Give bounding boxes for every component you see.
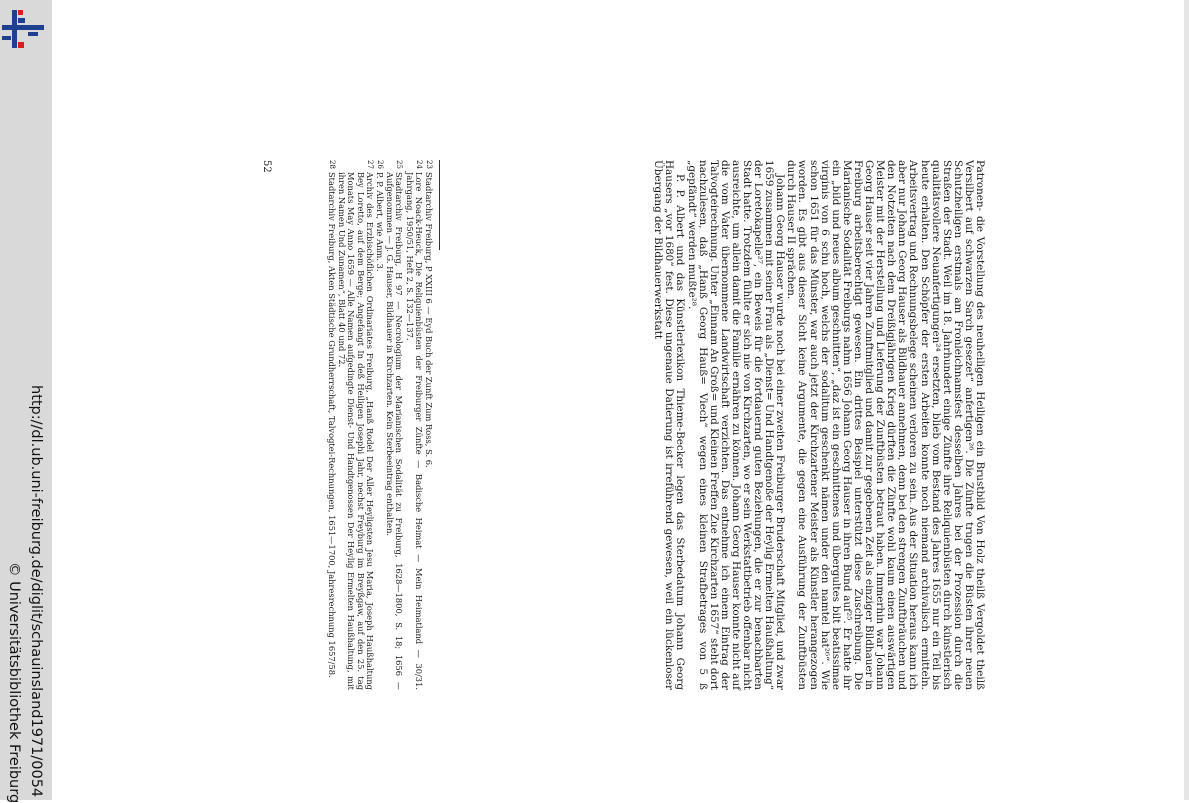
footnote-number: 28 [327,160,336,169]
footnotes [326,160,433,690]
footnote-number: 23 [425,160,433,169]
paragraph: Patronen- die Vorstellung des neuheiligen Heiligen ein Brustbild Von Holz theilß Vergoldet theilß Versilbert auf schwarzen Sarch gesezet“ anfertigen²⁶. Die Zünfte trugen die Büsten ihrer neuen Schutzheiligen erstmals am Fronleichnamsfest desselben Jahres bei der Prozession durch die Straßen der Stadt. Weil im 18. Jahrhundert einige Zünfte ihre Reliquienbüsten durch künstlerisch qualitätsvollere Neuanfertigungen²⁴ ersetzten, blieb vom Bestand des Jahres 1655 nur ein Teil bis heute erhalten. Den Schöpfer der ersten Arbeiten konnte noch niemand archivalisch ermitteln. Arbeitsvertrag und Rechnungsbelege scheinen verloren zu sein. Aus der Situation heraus kann ich aber nur Johann Georg Hauser als Bildhauer annehmen, denn bei den strengen Zunftbräuchen und den Notzeiten nach dem Dreißigjährigen Krieg dürften die Zünfte wohl kaum einen auswärtigen Meister mit der Herstellung und Lieferung der Zunftbüsten betraut haben. Immerhin war Johann Georg Hauser seit vier Jahren Zunftmitglied und damit zur gegebenen Zeit als einziger Bildhauer in Freiburg arbeitsberechtigt gewesen. Ein drittes Beispiel unterstützt diese Zuschreibung. Die Marianische Sodalität Freiburgs nahm 1656 Johann Georg Hauser in ihren Bund auf²⁵. Er hatte ihr ein „bild und neues album geschnitten“, „daz ist ein geschnittenes und übergultes bilt beatissimae virginis von 6 schu hoch, welchs der sodalitum geschenkt nämen under den namtel hat²⁶“. Wie schon 1651 für das Münster, war auch jetzt der Kirchzartener Meister als Künstler herangezogen worden. Es gibt aus dieser Sicht keine Argumente, die gegen eine Ausführung der Zunftbüsten durch Hauser II sprächen. [785,160,986,690]
paragraph: P. P. Albert und das Künstlerlexikon Thieme-Becker legen das Sterbedatum Johann Georg Hausers „vor 1680“ fest. Diese ungenaue Datierung ist irreführend gewesen, weil ein lückenloser Übergang der Bildhauerwerkstatt [652,160,687,690]
footnote [385,160,403,690]
copyright-notice: © Universitätsbibliothek Freiburg [6,562,22,803]
footnote-text: Stadtarchiv Freiburg, H 97 — Necrologium der Marianischen Sodalität zu Freiburg, 1628—1800, S. 18; 1656 — Aufgenommen — J. G. Hauser, Bildhauer in Kirchzarten. Kein Sterbeeintrag enthalten. [385,172,405,690]
document-url[interactable]: http://dl.ub.uni-freiburg.de/diglit/schauinsland1971/0054 [28,385,44,798]
footnote [404,160,422,690]
viewer-right-edge [1184,0,1189,800]
paragraph: Johann Georg Hauser wurde noch bei einer zweiten Freiburger Bruderschaft Mitglied, und zwar 1659 zusammen mit seiner Frau als „Dienst= Und Handtgenoße der Heylig Ermelten Haußhaltung“ der Loretokapelle²⁷, ein Beweis für die fortdauernd guten Beziehungen, die er zur benachbarten Stadt hatte. Trotzdem fühlte er sich nie von Kirchzarten, wo er sein Werkstattbetrieb offenbar nicht ausreichte, um allein damit die Familie ernähren zu können. Johann Georg Hauser konnte nicht auf die vom Vater übernommene Landwirtschaft verzichten. Das entnehme ich einem Eintrag der Talvogteirechnung. Unter „Einnam An Groß= und Kleinen Freffen Zue Kirchzarten 1657“ steht dort nachzulesen, daß „Hanß Georg Hauß= Viech“ wegen eines kleinen Strafbetrages von 5 ß „gepfändt“ werden mußte²⁸. [685,160,787,690]
footnote [424,160,433,690]
footnote-text: Stadtarchiv Freiburg, P XXIII 6 — Eyd Buch der Zunft Zum Ross, S. 6. [424,172,434,468]
footnote [337,160,374,690]
footnote-number: 27 [365,160,374,169]
footnote-text: Stadtarchiv Freiburg, Akten Städtische Grundherrschaft, Talvogtei-Rechnungen, 1651—1700, Jahresrechnung 1657/58. [326,172,337,678]
footnote-text: P. P. Albert, wie Anm. 3. [374,172,385,272]
footnote [327,160,336,690]
page-body-text [652,160,985,690]
footnote-text: Lore Noack-Heuck, Die Reliquienbüsten der Freiburger Zünfte — Badische Heimat — Mein Heimatland — 30/31. Jahrgang, 1950/51, Heft 2, S. 132—137. [404,172,424,690]
university-library-logo-icon [2,8,44,50]
footnote-number: 25 [395,160,404,169]
scanned-page [255,160,985,690]
footnote-rule [439,160,440,250]
footnote-text: Archiv des Erzbischöflichen Ordinariates Freiburg, „Hanß Rodel Der Aller Heyligsten Jesu Maria, Joseph Haußhaltung Bey Loretto, auf dem Berge; Angefangt In deß Heiligen Josephi Jahr, nechst Freyburg im Breyßgaw, auf den 25. tag Monats May Anno 1659 — Alle Namen aufgedingte Dienst- Und Handtgenossen Der Heylig Ermelten Haußhaltung, mit ihren Namen Und Zunamen“, Blatt 40 und 72. [337,172,375,690]
page-number: 52 [261,160,272,173]
footnote-number: 24 [414,160,423,169]
footnote-number: 26 [375,160,384,169]
viewer-sidebar [0,0,52,803]
footnote [375,160,384,690]
